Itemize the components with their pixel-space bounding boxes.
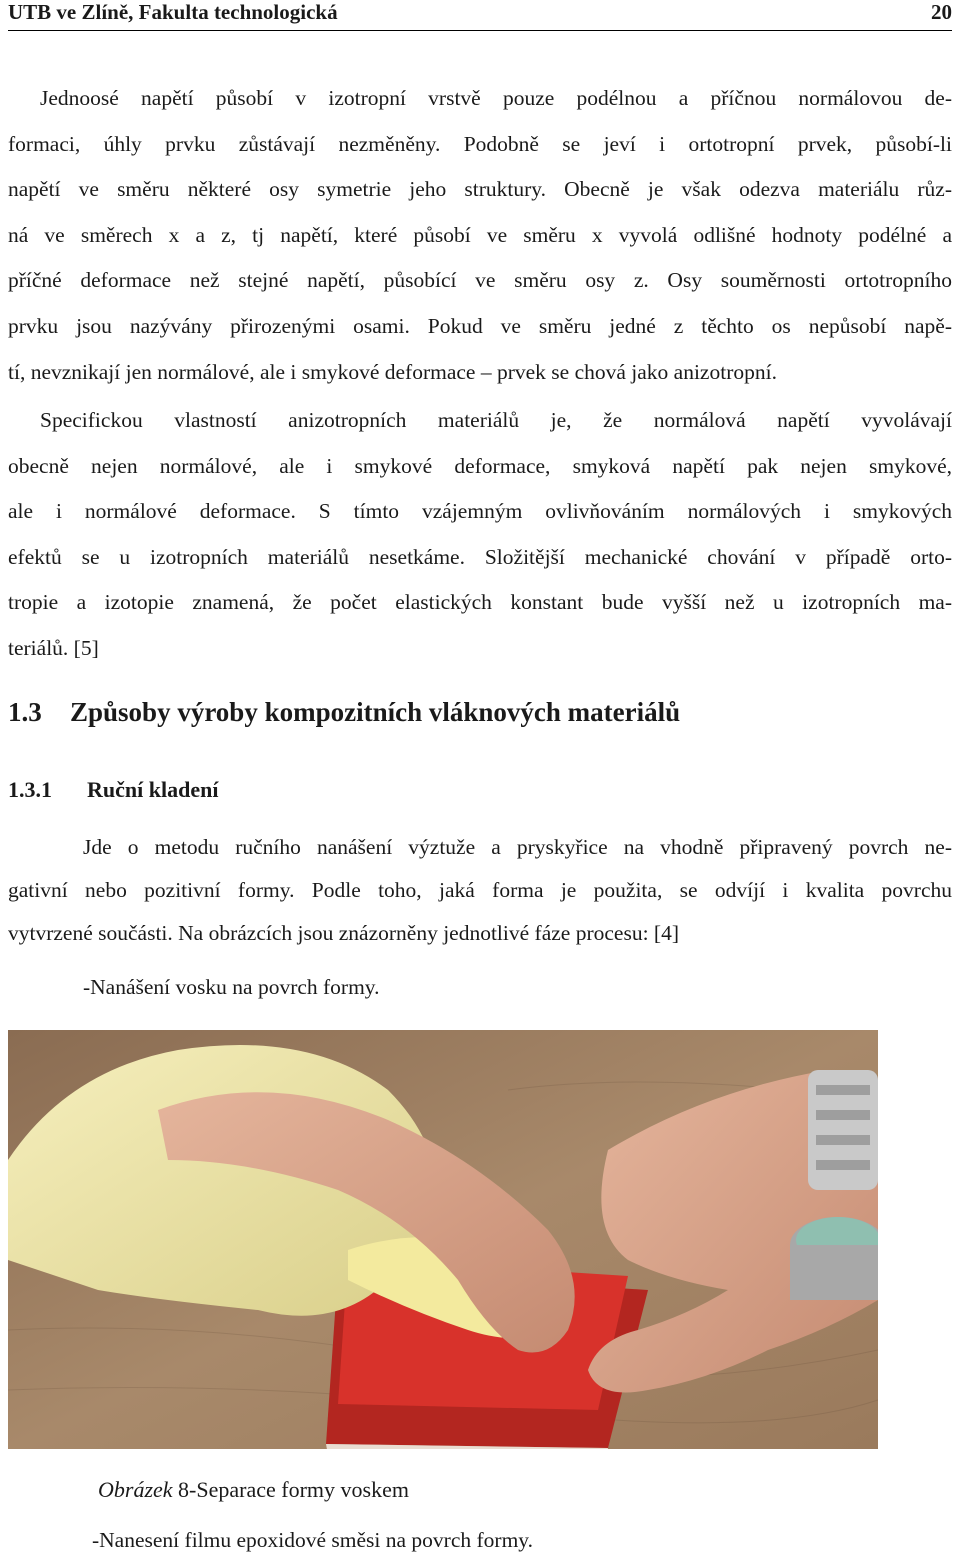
page-header [8, 0, 952, 31]
process-step-wax: -Nanášení vosku na povrch formy. [83, 975, 380, 999]
subsection-heading [8, 777, 218, 803]
text-line: formaci, úhly prvku zůstávají nezměněny. Podobně se jeví i ortotropní prvek, působí-li [8, 131, 952, 156]
figure-photo-wax-application [8, 1030, 878, 1449]
page-number: 20 [931, 0, 952, 24]
figure-caption [98, 1477, 409, 1503]
paragraph-anisotropy-intro [8, 76, 952, 395]
caption-text: 8-Separace formy voskem [172, 1477, 409, 1502]
header-title: UTB ve Zlíně, Fakulta technologická [8, 0, 338, 24]
text-line: tí, nevznikají jen normálové, ale i smykové deformace – prvek se chová jako anizotropní. [8, 359, 777, 384]
process-step-epoxy-film: -Nanesení filmu epoxidové směsi na povrch formy. [92, 1528, 534, 1552]
text-line: ale i normálové deformace. S tímto vzájemným ovlivňováním normálových i smykových [8, 499, 952, 524]
text-line: obecně nejen normálové, ale i smykové deformace, smyková napětí pak nejen smykové, [8, 453, 952, 478]
caption-label: Obrázek [98, 1477, 173, 1502]
section-title: Způsoby výroby kompozitních vláknových materiálů [70, 697, 681, 727]
photo-illustration [8, 1030, 878, 1449]
text-line: vytvrzené součásti. Na obrázcích jsou znázorněny jednotlivé fáze procesu: [4] [8, 921, 679, 945]
text-line: efektů se u izotropních materiálů nesetkáme. Složitější mechanické chování v případě orto- [8, 544, 952, 569]
text-line: teriálů. [5] [8, 635, 99, 660]
section-number: 1.3 [8, 697, 42, 727]
text-line: Specifickou vlastností anizotropních materiálů je, že normálová napětí vyvolávají [40, 408, 952, 432]
paragraph-anisotropy-specifics [8, 398, 952, 672]
subsection-number: 1.3.1 [8, 777, 52, 802]
section-heading [8, 697, 680, 728]
text-line: gativní nebo pozitivní formy. Podle toho, jaká forma je použita, se odvíjí i kvalita povrchu [8, 878, 952, 902]
text-line: příčné deformace než stejné napětí, působící ve směru osy z. Osy souměrnosti ortotropního [8, 268, 952, 293]
paragraph-hand-layup [8, 826, 952, 955]
subsection-title: Ruční kladení [87, 777, 219, 802]
text-line: napětí ve směru některé osy symetrie jeho struktury. Obecně je však odezva materiálu růz- [8, 177, 952, 202]
text-line: prvku jsou nazývány přirozenými osami. Pokud ve směru jedné z těchto os nepůsobí napě- [8, 313, 952, 338]
text-line: ná ve směrech x a z, tj napětí, které působí ve směru x vyvolá odlišné hodnoty podélné a [8, 222, 952, 247]
text-line: Jde o metodu ručního nanášení výztuže a pryskyřice na vhodně připravený povrch ne- [83, 835, 952, 859]
text-line: tropie a izotopie znamená, že počet elastických konstant bude vyšší než u izotropních ma- [8, 590, 952, 615]
text-line: Jednoosé napětí působí v izotropní vrstvě pouze podélnou a příčnou normálovou de- [40, 86, 952, 110]
